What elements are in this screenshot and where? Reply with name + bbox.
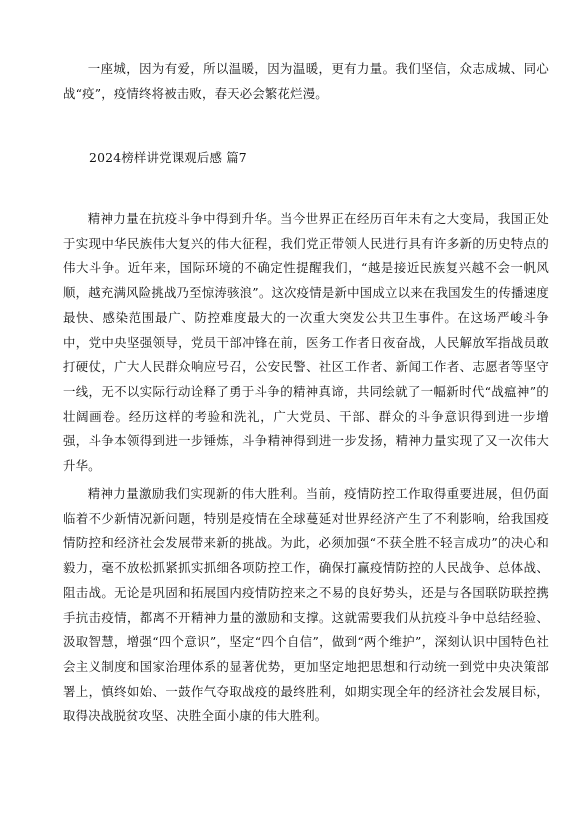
paragraph-spirit-sublimation: 精神力量在抗疫斗争中得到升华。当今世界正在经历百年未有之大变局，我国正处于实现中华民族伟大复兴的伟大征程，我们党正带领人民进行具有许多新的历史特点的伟大斗争。近年来，国际环境的不确定性提醒我们，“越是接近民族复兴越不会一帆风顺，越充满风险挑战乃至惊涛骇浪”。这次疫情是新中国成立以来在我国发生的传播速度最快、感染范围最广、防控难度最大的一次重大突发公共卫生事件。在这场严峻斗争中，党中央坚强领导，党员干部冲锋在前，医务工作者日夜奋战，人民解放军指战员敢打硬仗，广大人民群众响应号召，公安民警、社区工作者、新闻工作者、志愿者等坚守一线，无不以实际行动诠释了勇于斗争的精神真谛，共同绘就了一幅新时代“战瘟神”的壮阔画卷。经历这样的考验和洗礼，广大党员、干部、群众的斗争意识得到进一步增强，斗争本领得到进一步锤炼，斗争精神得到进一步发扬，精神力量实现了又一次伟大升华。 <box>63 211 549 474</box>
section-heading: 2024榜样讲党课观后感 篇7 <box>89 150 247 165</box>
paragraph-intro: 一座城，因为有爱，所以温暖，因为温暖，更有力量。我们坚信，众志成城、同心战“疫”，疫情终将被击败，春天必会繁花烂漫。 <box>63 61 549 101</box>
paragraph-spirit-victory: 精神力量激励我们实现新的伟大胜利。当前，疫情防控工作取得重要进展，但仍面临着不少新情况新问题，特别是疫情在全球蔓延对世界经济产生了不利影响，给我国疫情防控和经济社会发展带来新的挑战。为此，必须加强“不获全胜不轻言成功”的决心和毅力，毫不放松抓紧抓实抓细各项防控工作，确保打赢疫情防控的人民战争、总体战、阻击战。无论是巩固和拓展国内疫情防控来之不易的良好势头，还是与各国联防联控携手抗击疫情，都离不开精神力量的激励和支撑。这就需要我们从抗疫斗争中总结经验、汲取智慧，增强“四个意识”，坚定“四个自信”，做到“两个维护”，深刻认识中国特色社会主义制度和国家治理体系的显著优势，更加坚定地把思想和行动统一到党中央决策部署上，慎终如始、一鼓作气夺取战疫的最终胜利，如期实现全年的经济社会发展目标，取得决战脱贫攻坚、决胜全面小康的伟大胜利。 <box>63 486 549 724</box>
